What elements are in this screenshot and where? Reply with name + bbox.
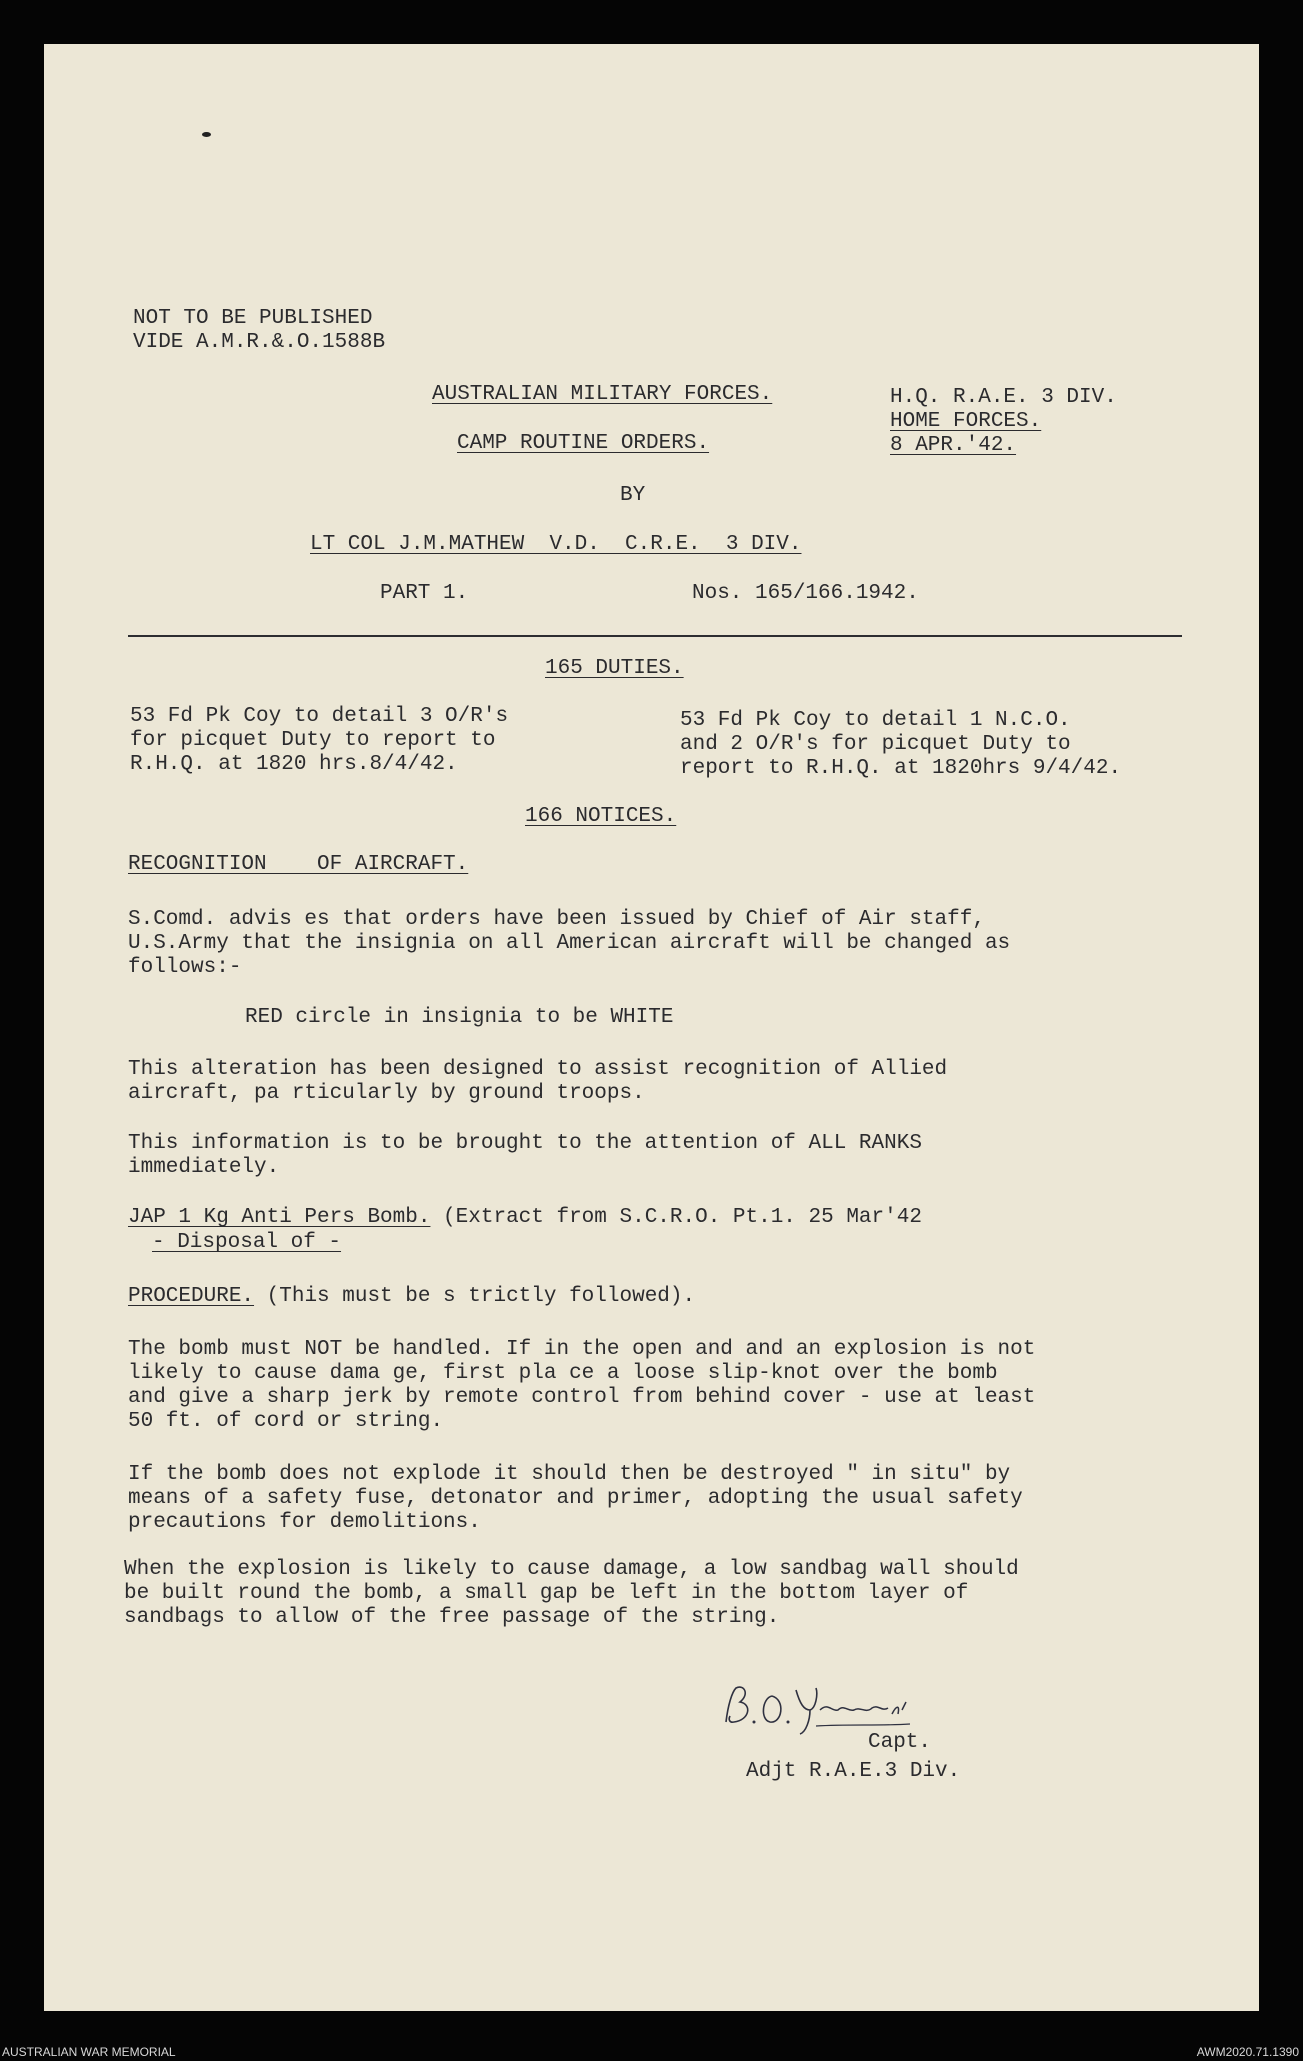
paragraph-line: sandbags to allow of the free passage of the string. bbox=[124, 1606, 780, 1629]
commander-line: LT COL J.M.MATHEW V.D. C.R.E. 3 DIV. bbox=[310, 533, 802, 556]
duty-left-line: 53 Fd Pk Coy to detail 3 O/R's bbox=[130, 705, 509, 728]
paragraph-line: 50 ft. of cord or string. bbox=[128, 1410, 444, 1433]
paragraph-line: aircraft, pa rticularly by ground troops. bbox=[128, 1082, 645, 1105]
footer-right: AWM2020.71.1390 bbox=[1196, 2045, 1299, 2059]
procedure-heading: PROCEDURE. bbox=[128, 1285, 255, 1308]
part-label: PART 1. bbox=[380, 582, 469, 605]
procedure-note: (This must be s trictly followed). bbox=[254, 1285, 696, 1308]
header-divider bbox=[128, 635, 1182, 637]
duty-right-line: and 2 O/R's for picquet Duty to bbox=[680, 733, 1071, 756]
paragraph-line: be built round the bomb, a small gap be left in the bottom layer of bbox=[124, 1582, 969, 1605]
signer-position: Adjt R.A.E.3 Div. bbox=[746, 1760, 961, 1783]
bomb-disposal bbox=[152, 1231, 341, 1255]
paragraph-line: precautions for demolitions. bbox=[128, 1511, 481, 1534]
paragraph-line: This information is to be brought to the attention of ALL RANKS bbox=[128, 1132, 922, 1155]
paragraph-line: U.S.Army that the insignia on all American aircraft will be changed as bbox=[128, 932, 1011, 955]
paragraph-line: The bomb must NOT be handled. If in the open and and an explosion is not bbox=[128, 1338, 1036, 1361]
notices-heading: 166 NOTICES. bbox=[525, 805, 677, 828]
paragraph-line: and give a sharp jerk by remote control from behind cover - use at least bbox=[128, 1386, 1036, 1409]
order-numbers: Nos. 165/166.1942. bbox=[692, 582, 919, 605]
footer-left: AUSTRALIAN WAR MEMORIAL bbox=[2, 2045, 176, 2059]
duty-left-line: R.H.Q. at 1820 hrs.8/4/42. bbox=[130, 753, 458, 776]
hq-line-2: HOME FORCES. bbox=[890, 410, 1042, 433]
bomb-heading: JAP 1 Kg Anti Pers Bomb. bbox=[128, 1206, 431, 1229]
procedure-line bbox=[128, 1285, 695, 1309]
restriction-line-1: NOT TO BE PUBLISHED bbox=[133, 307, 373, 330]
forces-title: AUSTRALIAN MILITARY FORCES. bbox=[432, 383, 773, 406]
duties-heading: 165 DUTIES. bbox=[545, 657, 684, 680]
order-date: 8 APR.'42. bbox=[890, 434, 1017, 457]
restriction-line-2: VIDE A.M.R.&.O.1588B bbox=[133, 331, 386, 354]
orders-title: CAMP ROUTINE ORDERS. bbox=[457, 432, 710, 455]
duty-left-line: for picquet Duty to report to bbox=[130, 729, 496, 752]
bomb-extract: (Extract from S.C.R.O. Pt.1. 25 Mar'42 bbox=[430, 1206, 922, 1229]
hq-line-1: H.Q. R.A.E. 3 DIV. bbox=[890, 386, 1117, 409]
bomb-disposal-text: - Disposal of - bbox=[152, 1231, 342, 1254]
bomb-heading-line bbox=[128, 1206, 922, 1230]
paragraph-line: S.Comd. advis es that orders have been issued by Chief of Air staff, bbox=[128, 908, 985, 931]
paragraph-line: If the bomb does not explode it should then be destroyed " in situ" by bbox=[128, 1463, 1011, 1486]
paper-mark bbox=[202, 132, 211, 137]
paragraph-line: follows:- bbox=[128, 956, 242, 979]
duty-right-line: 53 Fd Pk Coy to detail 1 N.C.O. bbox=[680, 709, 1071, 732]
signer-rank: Capt. bbox=[868, 1731, 932, 1754]
duty-right-line: report to R.H.Q. at 1820hrs 9/4/42. bbox=[680, 757, 1122, 780]
paragraph-line: means of a safety fuse, detonator and primer, adopting the usual safety bbox=[128, 1487, 1023, 1510]
by-label: BY bbox=[620, 484, 646, 507]
insignia-change: RED circle in insignia to be WHITE bbox=[245, 1006, 674, 1029]
paragraph-line: When the explosion is likely to cause damage, a low sandbag wall should bbox=[124, 1558, 1019, 1581]
paragraph-line: This alteration has been designed to assist recognition of Allied bbox=[128, 1058, 948, 1081]
paragraph-line: likely to cause dama ge, first pla ce a loose slip-knot over the bomb bbox=[128, 1362, 998, 1385]
paragraph-line: immediately. bbox=[128, 1156, 280, 1179]
recognition-heading: RECOGNITION OF AIRCRAFT. bbox=[128, 853, 469, 876]
